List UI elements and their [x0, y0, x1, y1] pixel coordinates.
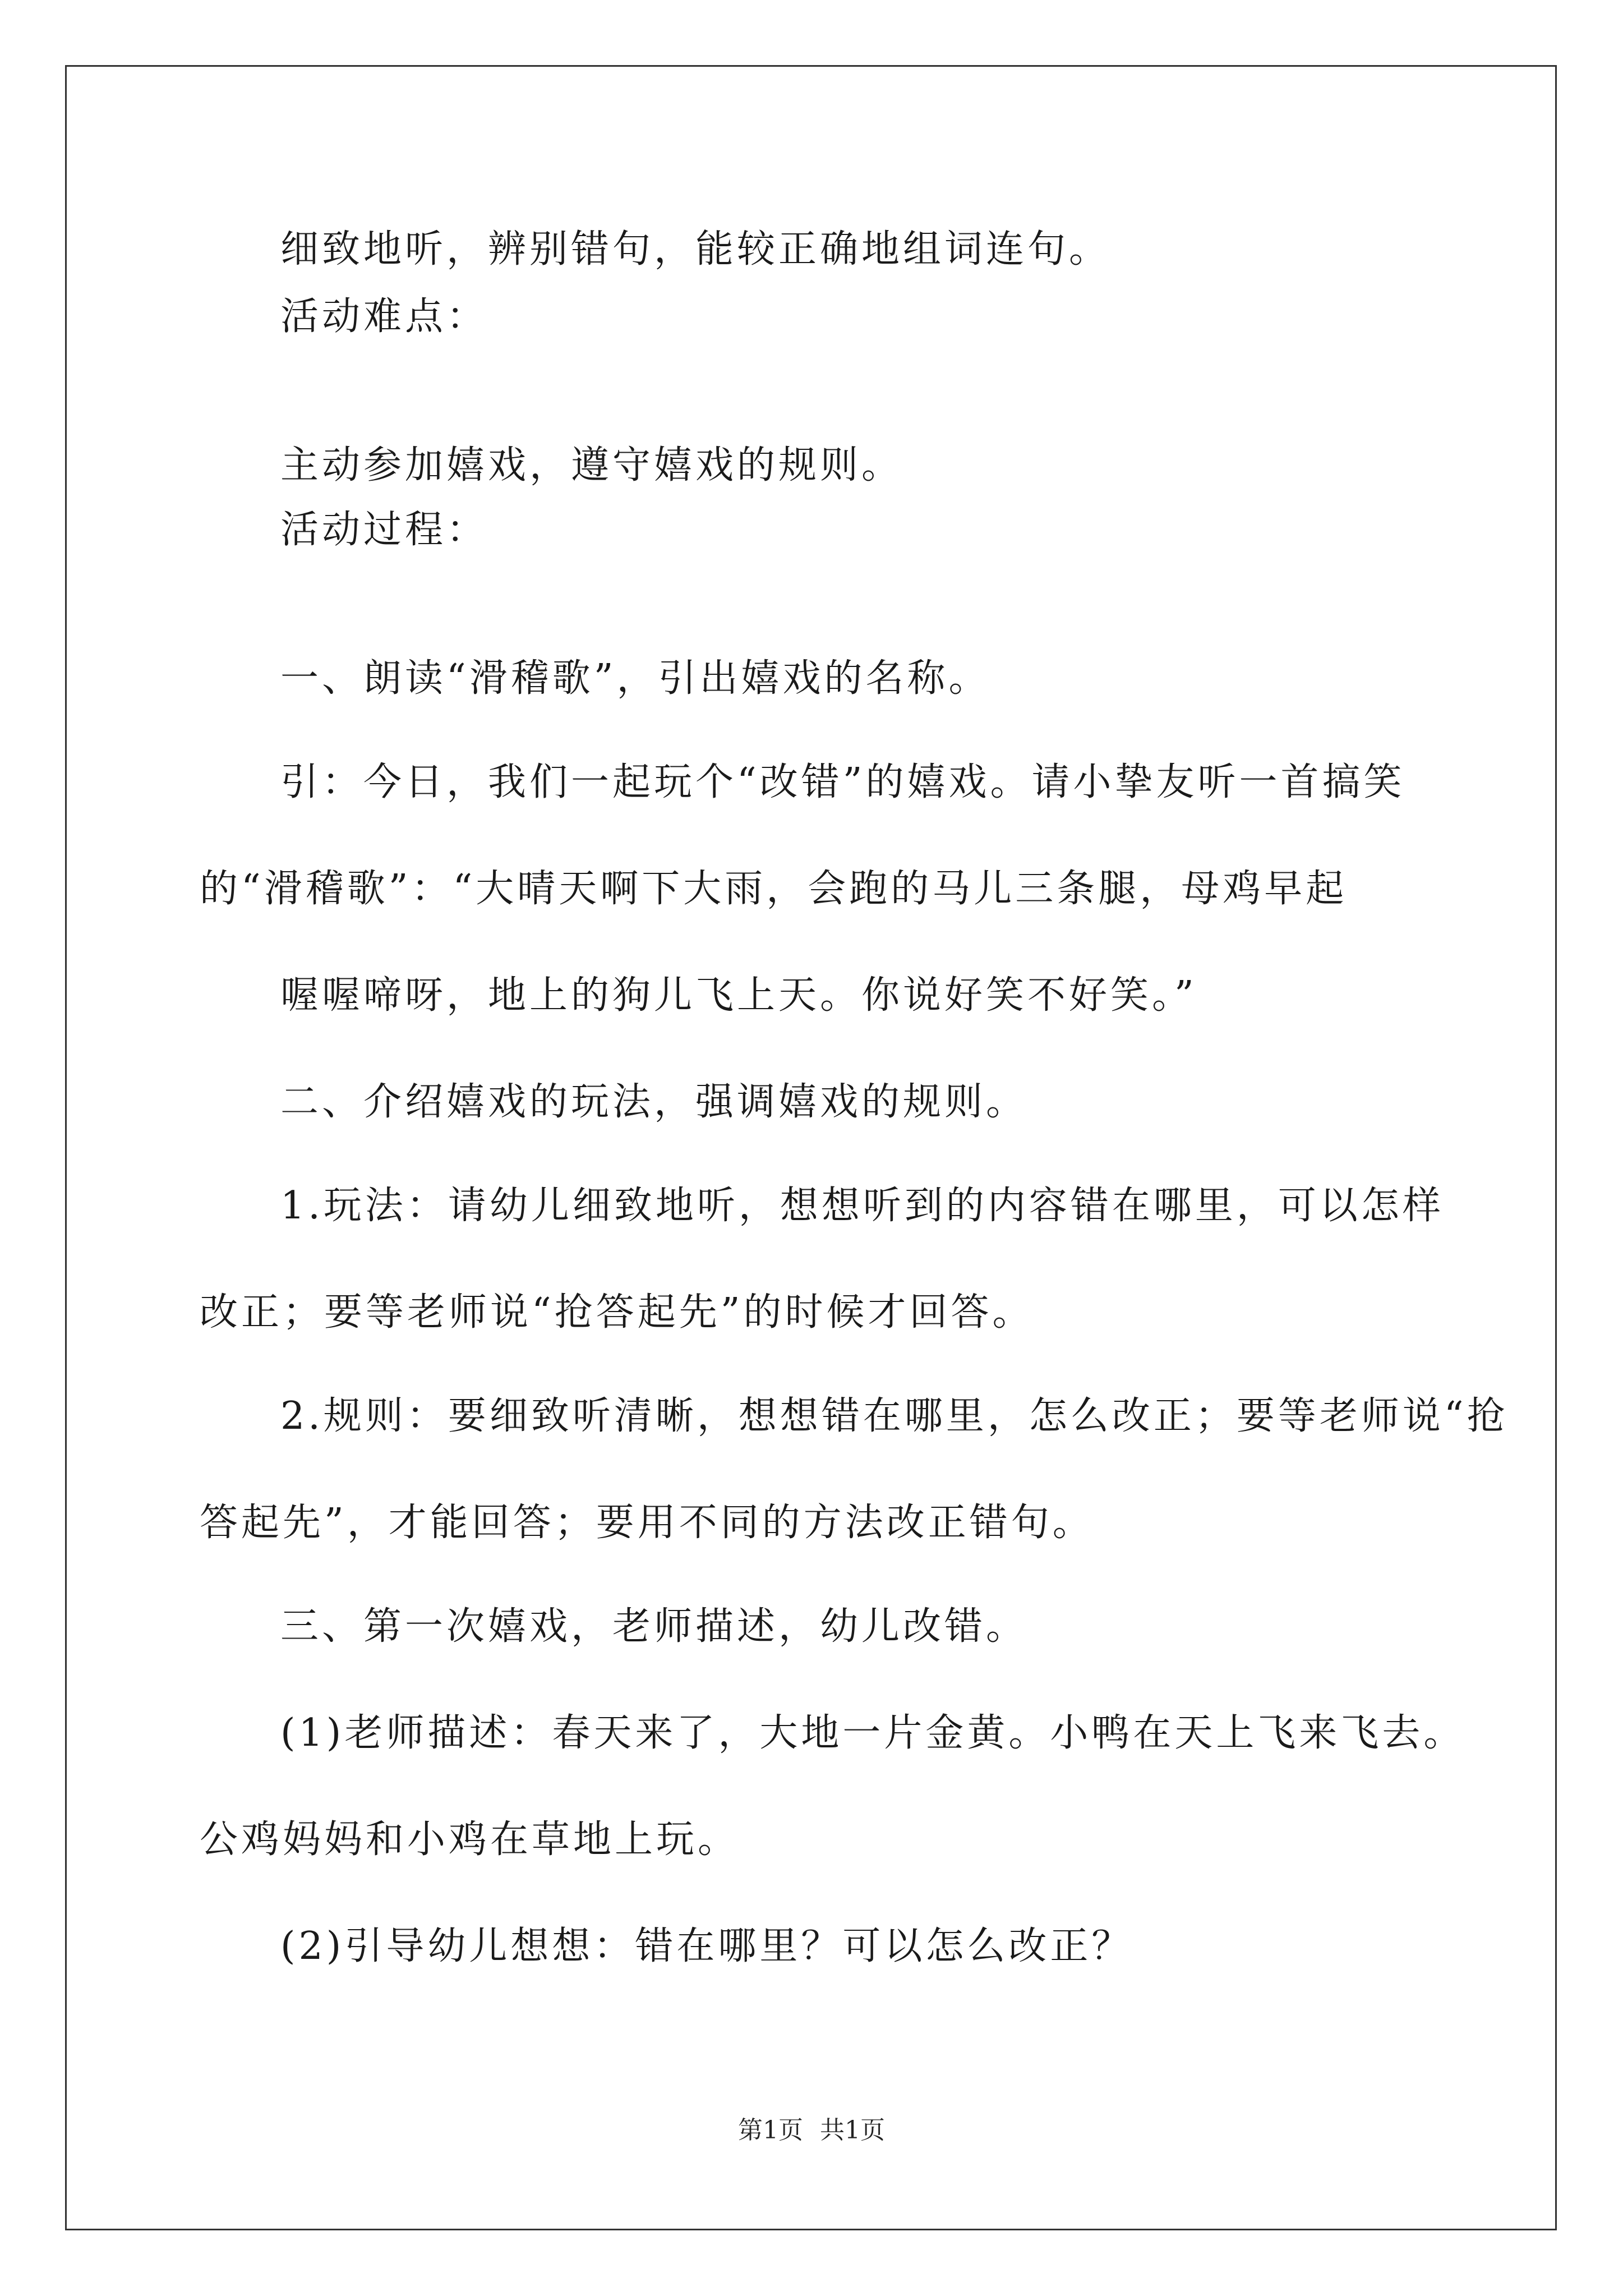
- text-line: 二、介绍嬉戏的玩法，强调嬉戏的规则。: [280, 1080, 1028, 1124]
- page-border: [65, 65, 1557, 2230]
- text-line: 一、朗读“滑稽歌”，引出嬉戏的名称。: [280, 656, 990, 701]
- text-line: 的“滑稽歌”：“大晴天啊下大雨，会跑的马儿三条腿，母鸡早起: [200, 867, 1348, 911]
- page-number: 第1页: [738, 2116, 803, 2145]
- text-line: 改正；要等老师说“抢答起先”的时候才回答。: [200, 1290, 1034, 1335]
- text-line: (2)引导幼儿想想：错在哪里？可以怎么改正？: [280, 1924, 1133, 1968]
- text-line: 细致地听，辨别错句，能较正确地组词连句。: [280, 227, 1111, 272]
- page-footer: [0, 2115, 1623, 2146]
- text-line: 答起先”，才能回答；要用不同的方法改正错句。: [200, 1501, 1094, 1545]
- text-line: 公鸡妈妈和小鸡在草地上玩。: [200, 1818, 740, 1862]
- text-line: 1.玩法：请幼儿细致地听，想想听到的内容错在哪里，可以怎样: [280, 1184, 1444, 1228]
- text-line: (1)老师描述：春天来了，大地一片金黄。小鸭在天上飞来飞去。: [280, 1711, 1465, 1755]
- text-line: 2.规则：要细致听清晰，想想错在哪里，怎么改正；要等老师说“抢: [280, 1394, 1509, 1438]
- page-total: 共1页: [820, 2116, 885, 2145]
- text-line: 主动参加嬉戏，遵守嬉戏的规则。: [280, 443, 903, 487]
- text-line: 喔喔啼呀，地上的狗儿飞上天。你说好笑不好笑。”: [280, 973, 1197, 1018]
- text-line: 三、第一次嬉戏，老师描述，幼儿改错。: [280, 1604, 1028, 1649]
- text-line: 引：今日，我们一起玩个“改错”的嬉戏。请小挚友听一首搞笑: [280, 760, 1405, 804]
- section-heading: 活动过程：: [280, 508, 488, 552]
- section-heading: 活动难点：: [280, 295, 488, 339]
